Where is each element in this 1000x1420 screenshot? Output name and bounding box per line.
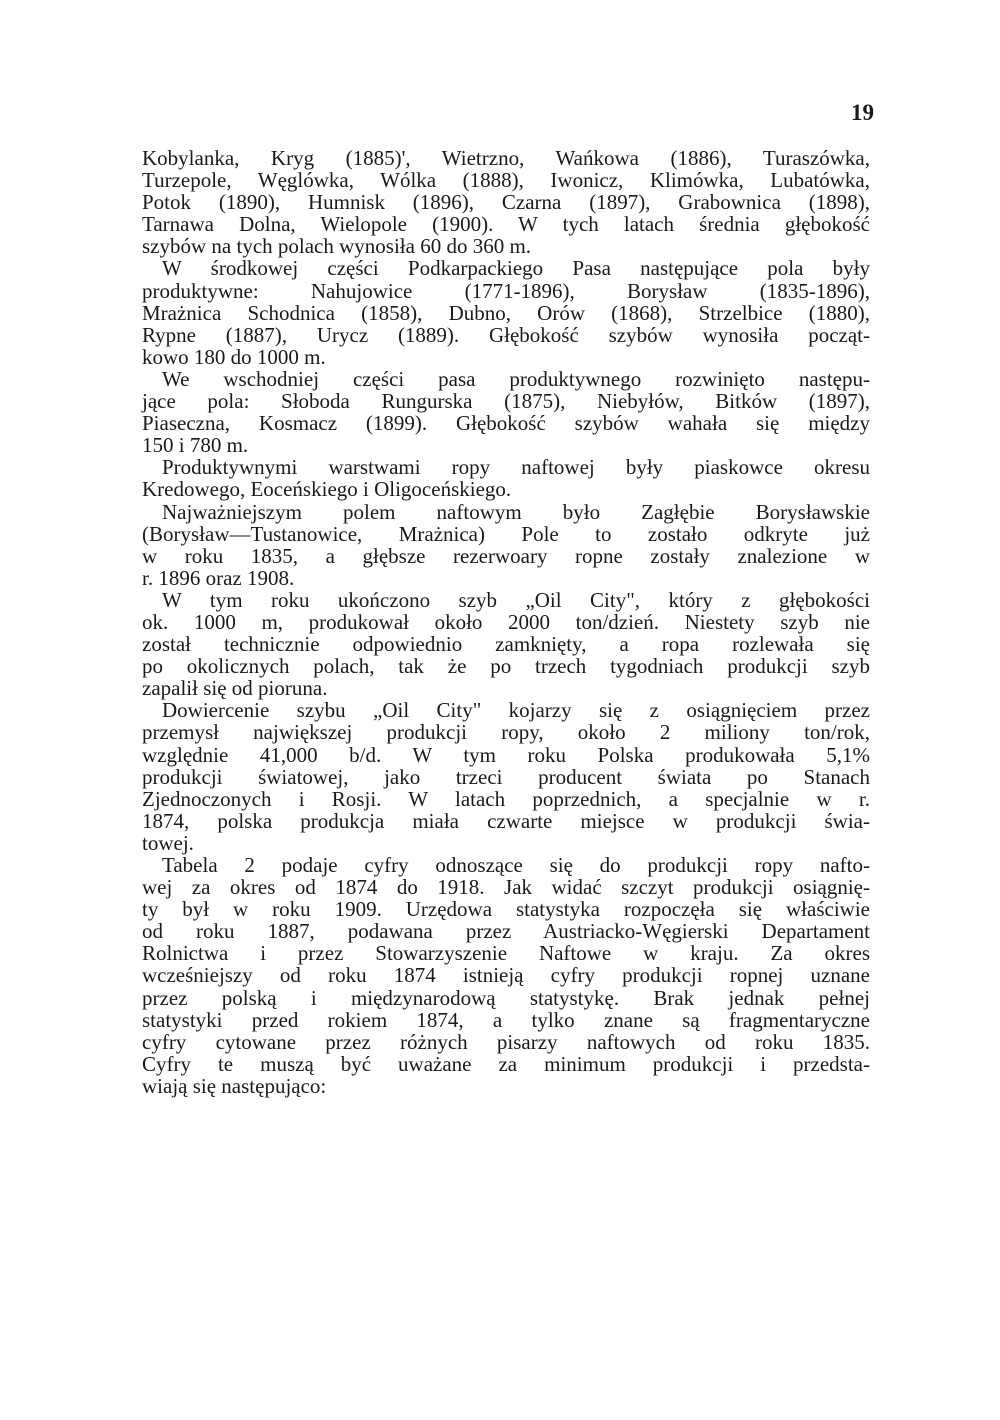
text-line: po okolicznych polach, tak że po trzech tygodniach produkcji szyb bbox=[142, 654, 870, 679]
text-line: Tarnawa Dolna, Wielopole (1900). W tych latach średnia głębokość bbox=[142, 212, 870, 237]
text-line: Tabela 2 podaje cyfry odnoszące się do produkcji ropy nafto- bbox=[162, 853, 870, 877]
text-line: Rolnictwa i przez Stowarzyszenie Naftowe w kraju. Za okres bbox=[142, 941, 870, 966]
paragraph bbox=[142, 147, 870, 257]
text-line: Potok (1890), Humnisk (1896), Czarna (1897), Grabownica (1898), bbox=[142, 190, 870, 215]
text-line: 1874, polska produkcja miała czwarte miejsce w produkcji świa- bbox=[142, 808, 870, 833]
text-line: Kredowego, Eoceńskiego i Oligoceńskiego. bbox=[142, 477, 512, 502]
text-line: Kobylanka, Kryg (1885)', Wietrzno, Wańkowa (1886), Turaszówka, bbox=[142, 146, 870, 170]
text-line: towej. bbox=[142, 830, 194, 855]
text-line: szybów na tych polach wynosiła 60 do 360 m. bbox=[142, 234, 532, 259]
text-line: jące pola: Słoboda Rungurska (1875), Niebyłów, Bitków (1897), bbox=[142, 389, 870, 414]
paragraph bbox=[142, 257, 870, 367]
text-line: przemysł największej produkcji ropy, około 2 miliony ton/rok, bbox=[142, 720, 870, 745]
text-line: zapalił się od pioruna. bbox=[142, 676, 328, 701]
text-line: Turzepole, Węglówka, Wólka (1888), Iwonicz, Klimówka, Lubatówka, bbox=[142, 168, 870, 193]
text-line: przez polską i międzynarodową statystykę. Brak jednak pełnej bbox=[142, 985, 870, 1010]
text-line: wcześniejszy od roku 1874 istnieją cyfry produkcji ropnej uznane bbox=[142, 963, 870, 988]
text-line: względnie 41,000 b/d. W tym roku Polska produkowała 5,1% bbox=[142, 742, 870, 767]
text-line: cyfry cytowane przez różnych pisarzy naftowych od roku 1835. bbox=[142, 1029, 870, 1054]
paragraph bbox=[142, 368, 870, 456]
text-line: Dowiercenie szybu „Oil City" kojarzy się z osiągnięciem przez bbox=[162, 698, 870, 723]
text-line: 150 i 780 m. bbox=[142, 433, 249, 458]
paragraph bbox=[142, 589, 870, 699]
text-line: został technicznie odpowiednio zamknięty, a ropa rozlewała się bbox=[142, 632, 870, 657]
text-line: W środkowej części Podkarpackiego Pasa następujące pola były bbox=[162, 256, 870, 281]
text-line: We wschodniej części pasa produktywnego rozwinięto następu- bbox=[162, 366, 870, 391]
paragraph bbox=[142, 699, 870, 854]
text-line: ty był w roku 1909. Urzędowa statystyka rozpoczęła się właściwie bbox=[142, 897, 870, 922]
text-line: produktywne: Nahujowice (1771-1896), Borysław (1835-1896), bbox=[142, 278, 870, 303]
text-line: W tym roku ukończono szyb „Oil City", który z głębokości bbox=[162, 587, 870, 612]
text-line: Rypne (1887), Urycz (1889). Głębokość szybów wynosiła począt- bbox=[142, 322, 870, 347]
text-line: Zjednoczonych i Rosji. W latach poprzednich, a specjalnie w r. bbox=[142, 786, 870, 811]
text-line: (Borysław—Tustanowice, Mrażnica) Pole to zostało odkryte już bbox=[142, 521, 870, 546]
text-line: wej za okres od 1874 do 1918. Jak widać szczyt produkcji osiągnię- bbox=[142, 875, 870, 900]
page-number: 19 bbox=[851, 100, 874, 125]
paragraph bbox=[142, 456, 870, 500]
text-line: w roku 1835, a głębsze rezerwoary ropne zostały znalezione w bbox=[142, 543, 870, 568]
text-line: Piaseczna, Kosmacz (1899). Głębokość szybów wahała się między bbox=[142, 411, 870, 436]
body-text bbox=[142, 147, 870, 1097]
text-line: ok. 1000 m, produkował około 2000 ton/dzień. Niestety szyb nie bbox=[142, 609, 870, 634]
text-line: Mrażnica Schodnica (1858), Dubno, Orów (1868), Strzelbice (1880), bbox=[142, 300, 870, 325]
text-line: Cyfry te muszą być uważane za minimum produkcji i przedsta- bbox=[142, 1051, 870, 1076]
text-line: produkcji światowej, jako trzeci producent świata po Stanach bbox=[142, 764, 870, 789]
paragraph bbox=[142, 854, 870, 1097]
text-line: Najważniejszym polem naftowym było Zagłębie Borysławskie bbox=[162, 499, 870, 524]
text-line: kowo 180 do 1000 m. bbox=[142, 344, 326, 369]
text-line: r. 1896 oraz 1908. bbox=[142, 565, 295, 590]
text-line: Produktywnymi warstwami ropy naftowej były piaskowce okresu bbox=[162, 455, 870, 480]
text-line: od roku 1887, podawana przez Austriacko-Węgierski Departament bbox=[142, 919, 870, 944]
text-line: wiają się następująco: bbox=[142, 1073, 327, 1098]
paragraph bbox=[142, 501, 870, 589]
text-line: statystyki przed rokiem 1874, a tylko znane są fragmentaryczne bbox=[142, 1007, 870, 1032]
